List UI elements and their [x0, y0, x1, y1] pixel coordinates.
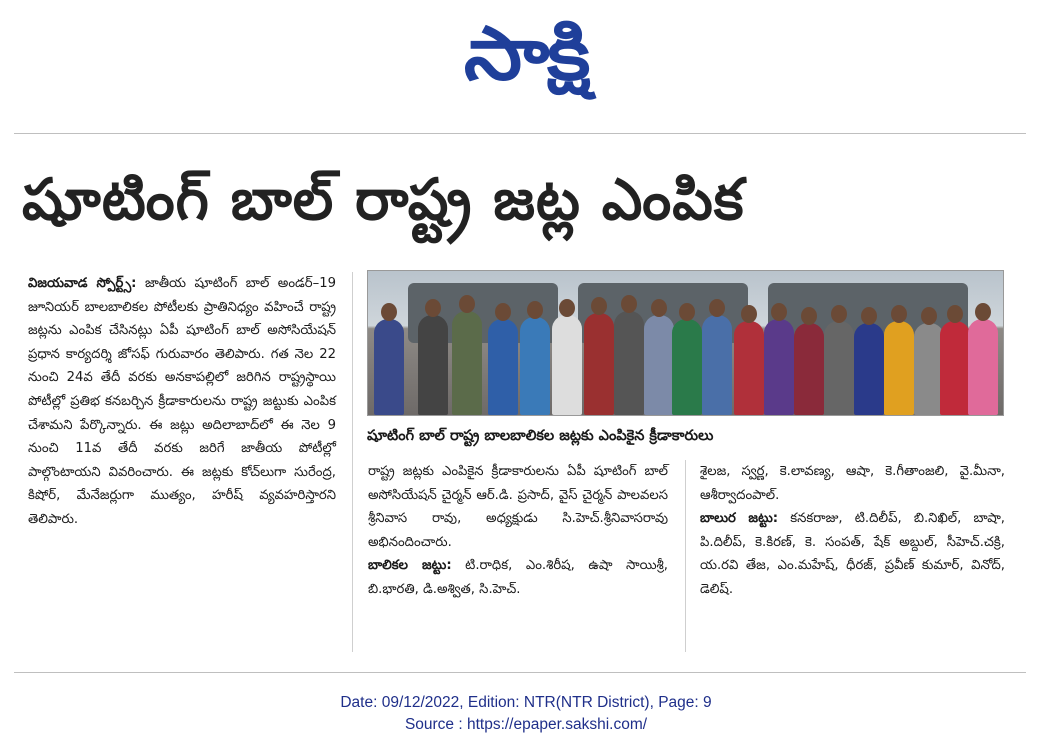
column-divider-1	[352, 272, 353, 652]
boys-team-list: కనకరాజు, టి.దిలీప్, బి.నిఖిల్, బాషా, పి.దిలీప్, కె.కిరణ్, కె. సంపత్, షేక్ అబ్దుల్, సీహెచ్.చక్రి, య.రవి తేజ, ఎం.మహేష్, ధీరజ్, ప్రవీణ్ కుమార్, వినోద్, డెలిష్.	[700, 511, 1005, 597]
footer-source-line: Source : https://epaper.sakshi.com/	[404, 716, 648, 733]
girls-team-list: టి.రాధిక, ఎం.శిరీష, ఉషా సాయిశ్రీ, బి.భారతి, డి.అశ్విత, సి.హెచ్.	[368, 558, 668, 597]
article-text-col1: జాతీయ షూటింగ్ బాల్ అండర్–19 జూనియర్ బాలబాలికల పోటీలకు ప్రాతినిధ్యం వహించే రాష్ట్ర జట్లను ఎంపిక చేసినట్లు ఏపీ షూటింగ్ బాల్ అసోసియేషన్ ప్రధాన కార్యదర్శి జోసఫ్ గురువారం తెలిపారు. గత నెల 22 నుంచి 24వ తేదీ వరకు అనకాపల్లిలో జరిగిన రాష్ట్రస్థాయి పోటీల్లో ప్రతిభ కనబర్చిన క్రీడాకారులను రాష్ట్ర జట్టుకు ఎంపిక చేశామని పేర్కొన్నారు. ఈ జట్లు అదిలాబాద్‌లో ఈ నెల 9 నుంచి 11వ తేదీ వరకు జరిగే జాతీయ పోటీల్లో పాల్గొంటాయని వివరించారు. ఈ జట్లకు కోచ్‌లుగా సురేంద్ర, కిషోర్, మేనేజర్లుగా ముత్యం, హరీష్ వ్యవహరిస్తారని తెలిపారు.	[28, 276, 336, 527]
article-column-2	[368, 460, 668, 602]
photo-caption: షూటింగ్ బాల్ రాష్ట్ర బాలబాలికల జట్లకు ఎంపికైన క్రీడాకారులు	[367, 428, 714, 444]
girls-team-label: బాలికల జట్టు:	[368, 558, 452, 574]
dateline: విజయవాడ స్పోర్ట్స్:	[28, 276, 137, 291]
masthead-divider	[14, 133, 1026, 134]
article-column-3	[700, 460, 1005, 602]
article-text-col2: రాష్ట్ర జట్లకు ఎంపికైన క్రీడాకారులను ఏపీ షూటింగ్ బాల్ అసోసియేషన్ చైర్మన్ ఆర్.డి. ప్రసాద్, వైస్ చైర్మన్ పాలవలస శ్రీనివాస రావు, అధ్యక్షుడు సి.హెచ్.శ్రీనివాసరావు అభినందించారు.	[368, 464, 668, 550]
team-photo	[367, 270, 1004, 416]
girls-team-list-cont: శైలజ, స్వర్ణ, కె.లావణ్య, ఆషా, కె.గీతాంజలి, వై.మీనా, ఆశీర్వాదంపాల్.	[700, 464, 1005, 503]
column-divider-2	[685, 460, 686, 652]
footer-divider	[14, 672, 1026, 673]
article-column-1	[28, 272, 336, 532]
headline: షూటింగ్ బాల్ రాష్ట్ర జట్ల ఎంపిక	[22, 167, 745, 233]
footer-date-line: Date: 09/12/2022, Edition: NTR(NTR District), Page: 9	[340, 694, 712, 711]
boys-team-label: బాలుర జట్టు:	[700, 511, 779, 527]
masthead-logo: సాక్షి	[463, 11, 589, 97]
